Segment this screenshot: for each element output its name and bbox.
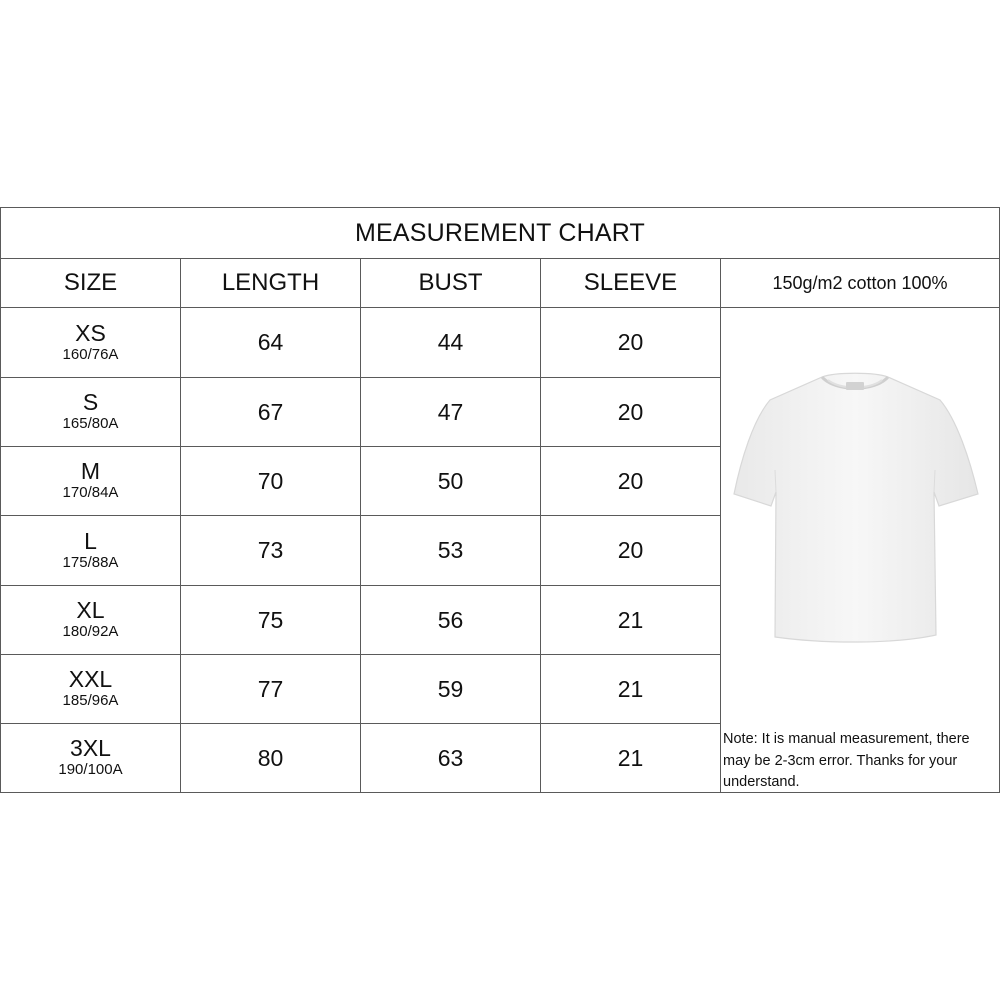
size-name: XXL <box>68 666 113 692</box>
sleeve-value: 20 <box>617 537 644 563</box>
size-name: XL <box>76 597 105 623</box>
chart-title: MEASUREMENT CHART <box>354 218 645 247</box>
size-code: 175/88A <box>62 553 119 571</box>
header-material: 150g/m2 cotton 100% <box>772 272 948 293</box>
sleeve-value: 21 <box>617 606 644 633</box>
bust-value: 59 <box>437 675 464 702</box>
grid-line <box>720 258 721 793</box>
header-bust: BUST <box>418 269 483 296</box>
sleeve-value: 20 <box>617 467 644 494</box>
bust-value: 53 <box>437 537 464 563</box>
size-name: XS <box>75 319 106 346</box>
size-code: 160/76A <box>62 345 119 363</box>
size-cell <box>1 308 180 377</box>
length-value: 75 <box>257 606 284 633</box>
size-code: 185/96A <box>62 692 119 709</box>
size-name: M <box>80 458 101 484</box>
header-size: SIZE <box>63 269 118 296</box>
header-length: LENGTH <box>221 269 320 296</box>
length-value: 64 <box>257 329 284 355</box>
size-cell <box>1 655 180 723</box>
length-value: 67 <box>257 398 284 425</box>
measurement-note: Note: It is manual measurement, there may be 2-3cm error. Thanks for your understand. <box>723 731 970 790</box>
bust-value: 63 <box>437 744 464 771</box>
size-cell <box>1 516 180 585</box>
size-name: L <box>84 527 97 554</box>
bust-value: 56 <box>437 606 464 633</box>
sleeve-value: 21 <box>617 744 644 771</box>
size-code: 190/100A <box>58 761 123 778</box>
size-code: 165/80A <box>62 415 119 432</box>
length-value: 73 <box>257 537 284 563</box>
length-value: 80 <box>257 744 284 771</box>
bust-value: 44 <box>437 329 464 355</box>
sleeve-value: 20 <box>617 329 644 355</box>
bust-value: 50 <box>437 467 464 494</box>
sleeve-value: 20 <box>617 398 644 425</box>
bust-value: 47 <box>437 398 464 425</box>
size-code: 170/84A <box>62 484 119 501</box>
header-sleeve: SLEEVE <box>583 269 678 296</box>
length-value: 77 <box>257 675 284 702</box>
size-code: 180/92A <box>62 623 119 640</box>
size-cell <box>1 724 180 792</box>
size-cell <box>1 447 180 515</box>
size-cell <box>1 378 180 446</box>
size-name: 3XL <box>70 735 111 761</box>
size-name: S <box>82 389 99 415</box>
sleeve-value: 21 <box>617 675 644 702</box>
label-icon <box>846 382 864 390</box>
length-value: 70 <box>257 467 284 494</box>
tshirt-image <box>725 360 985 660</box>
size-cell <box>1 586 180 654</box>
